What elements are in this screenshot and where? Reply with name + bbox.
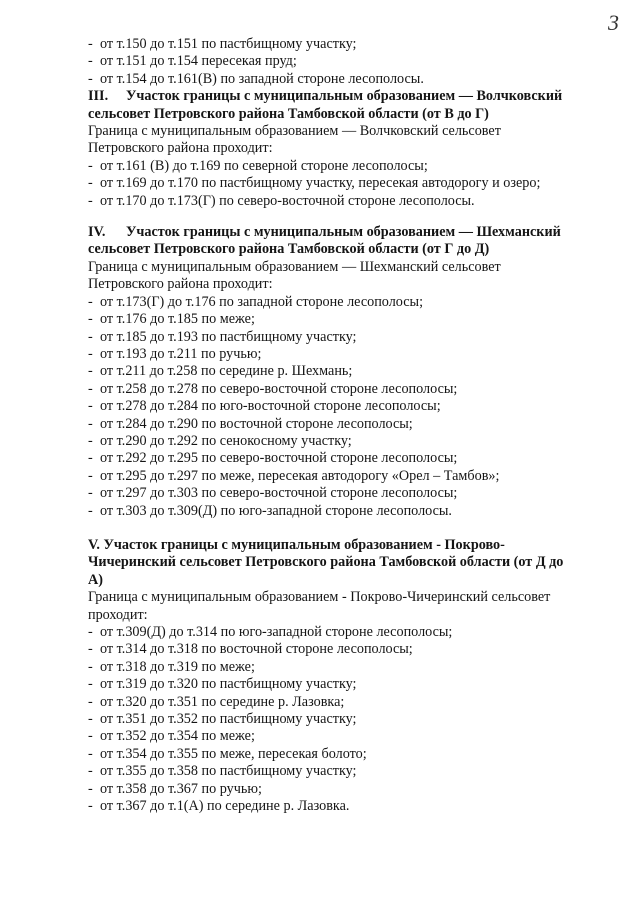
section-heading: V. Участок границы с муниципальным образованием - Покрово- [88,536,505,553]
list-item: - от т.211 до т.258 по середине р. Шехмань; [88,363,353,380]
list-item: - от т.150 до т.151 по пастбищному участку; [88,36,357,52]
list-item: - от т.284 до т.290 по восточной стороне лесополосы; [88,415,413,432]
list-item: - от т.303 до т.309(Д) по юго-западной стороне лесополосы. [88,502,452,519]
document-body [88,36,618,815]
section-v [88,537,618,816]
list-item: - от т.351 до т.352 по пастбищному участку; [88,711,357,728]
section-heading-cont: А) [88,571,103,588]
list-item: - от т.176 до т.185 по меже; [88,311,255,328]
section-heading-cont: сельсовет Петровского района Тамбовской области (от В до Г) [88,105,489,122]
section-intro-cont: проходит: [88,606,148,623]
section-intro-cont: Петровского района проходит: [88,140,273,157]
section-intro-cont: Петровского района проходит: [88,276,273,293]
list-item: - от т.161 (В) до т.169 по северной стороне лесополосы; [88,157,428,174]
list-item: - от т.297 до т.303 по северо-восточной стороне лесополосы; [88,485,458,502]
section-iii [88,88,618,210]
list-item: - от т.193 до т.211 по ручью; [88,345,262,362]
list-item: - от т.170 до т.173(Г) по северо-восточной стороне лесополосы. [88,192,475,209]
section-heading: III. Участок границы с муниципальным образованием — Волчковский [88,88,563,105]
list-item: - от т.278 до т.284 по юго-восточной стороне лесополосы; [88,398,441,415]
list-item: - от т.154 до т.161(В) по западной стороне лесополосы. [88,70,424,87]
list-item: - от т.309(Д) до т.314 по юго-западной стороне лесополосы; [88,624,453,640]
list-item: - от т.295 до т.297 по меже, пересекая автодорогу «Орел – Тамбов»; [88,467,500,484]
section-intro: Граница с муниципальным образованием - Покрово-Чичеринский сельсовет [88,589,551,606]
list-item: - от т.355 до т.358 по пастбищному участку; [88,763,357,780]
section-iv [88,224,618,520]
list-item: - от т.354 до т.355 по меже, пересекая болото; [88,745,367,762]
section-intro: Граница с муниципальным образованием — Шехманский сельсовет [88,258,501,275]
list-item: - от т.367 до т.1(А) по середине р. Лазовка. [88,798,350,815]
list-item: - от т.318 до т.319 по меже; [88,658,255,675]
list-item: - от т.173(Г) до т.176 по западной стороне лесополосы; [88,293,424,310]
list-item: - от т.358 до т.367 по ручью; [88,780,262,797]
list-item: - от т.292 до т.295 по северо-восточной стороне лесополосы; [88,450,458,467]
section-heading-cont: Чичеринский сельсовет Петровского района Тамбовской области (от Д до [88,554,564,571]
list-item: - от т.169 до т.170 по пастбищному участку, пересекая автодорогу и озеро; [88,175,541,192]
list-item: - от т.290 до т.292 по сенокосному участку; [88,432,352,449]
section-heading: IV. Участок границы с муниципальным образованием — Шехманский [88,224,561,241]
list-item: - от т.151 до т.154 пересекая пруд; [88,53,297,70]
intro-list [88,36,618,88]
list-item: - от т.185 до т.193 по пастбищному участку; [88,328,357,345]
list-item: - от т.314 до т.318 по восточной стороне лесополосы; [88,641,413,658]
list-item: - от т.320 до т.351 по середине р. Лазовка; [88,693,345,710]
page-number: 3 [608,10,619,35]
list-item: - от т.258 до т.278 по северо-восточной стороне лесополосы; [88,380,458,397]
list-item: - от т.352 до т.354 по меже; [88,728,255,745]
section-intro: Граница с муниципальным образованием — Волчковский сельсовет [88,123,501,140]
list-item: - от т.319 до т.320 по пастбищному участку; [88,676,357,693]
section-heading-cont: сельсовет Петровского района Тамбовской области (от Г до Д) [88,241,490,258]
